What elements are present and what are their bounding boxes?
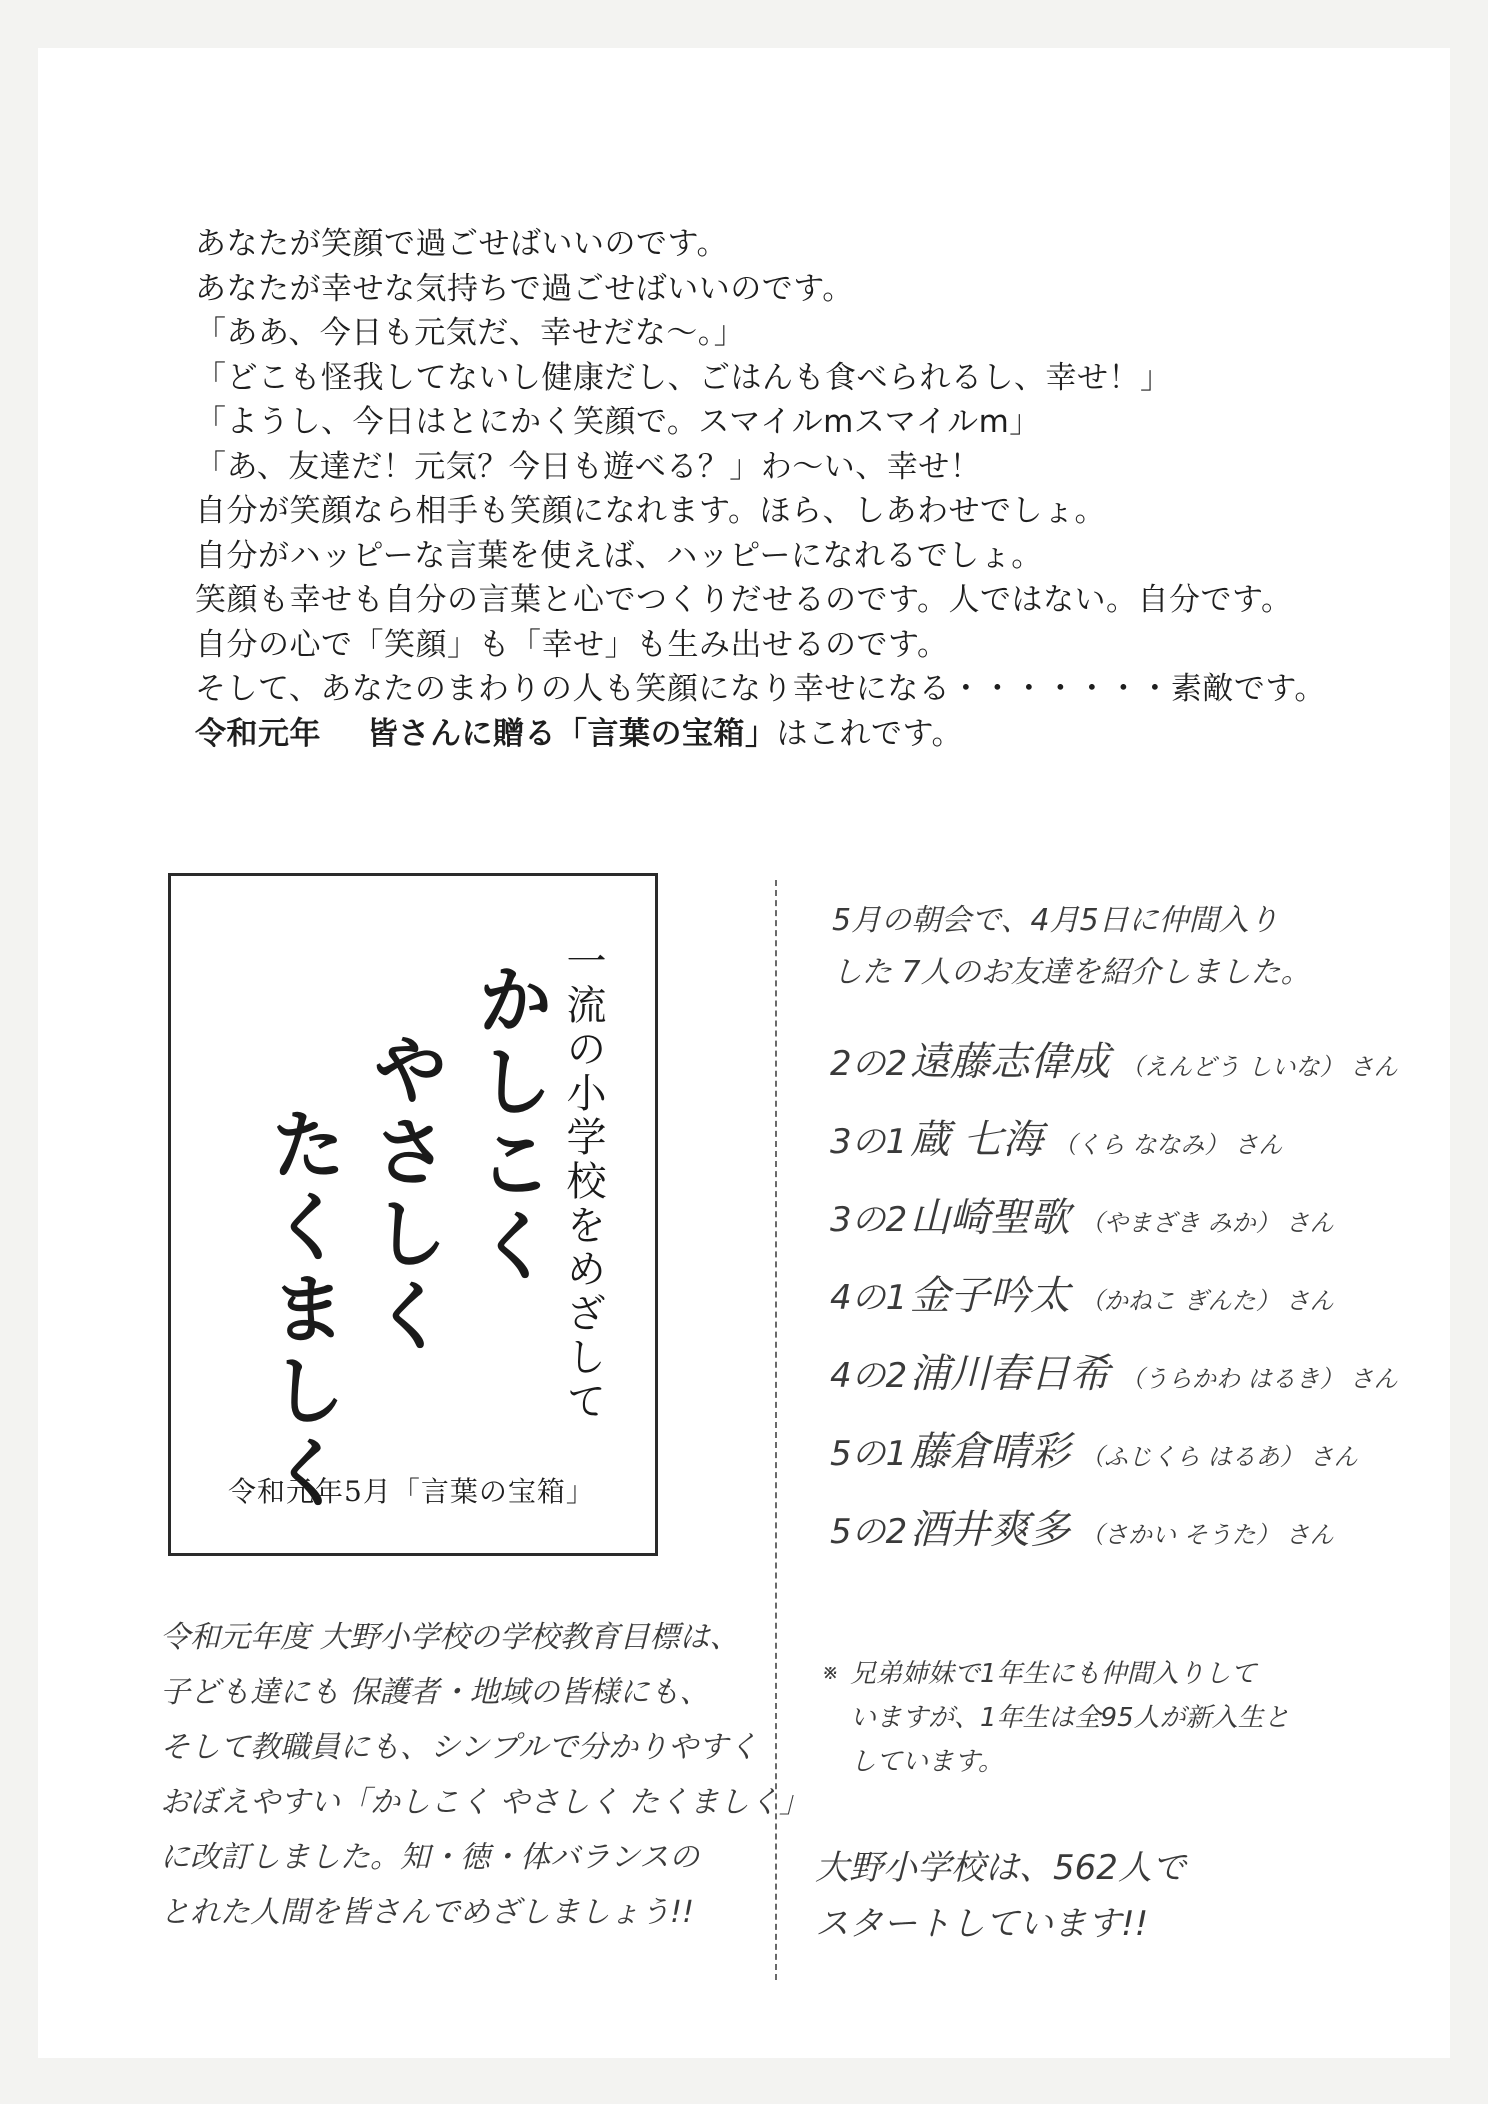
list-item (830, 1264, 1398, 1342)
note-asterisk: ※ (822, 1660, 839, 1684)
student-name: 浦川春日希 (910, 1351, 1110, 1397)
intro-hand-line: 5月の朝会で、4月5日に仲間入り (832, 903, 1279, 938)
student-list (830, 1030, 1398, 1576)
student-name: 山崎聖歌 (910, 1195, 1070, 1241)
student-class: 4の2 (830, 1356, 908, 1396)
student-suffix: さん (1309, 1443, 1358, 1471)
student-reading: （くら ななみ） (1052, 1131, 1229, 1159)
note-line: しています。 (850, 1747, 1004, 1777)
student-class: 5の2 (830, 1512, 908, 1552)
student-suffix: さん (1285, 1521, 1334, 1549)
list-item (830, 1342, 1398, 1420)
note-line: 兄弟姉妹で1年生にも仲間入りして (850, 1659, 1257, 1689)
intro-hand-line: した 7人のお友達を紹介しました。 (832, 955, 1311, 990)
intro-line: 「どこも怪我してないし健康だし、ごはんも食べられるし、幸せ！」 (195, 359, 1172, 396)
intro-line: 「あ、友達だ！元気？今日も遊べる？」わ〜い、幸せ！ (195, 448, 982, 485)
goal-line: 令和元年度 大野小学校の学校教育目標は、 (160, 1620, 740, 1655)
student-name: 遠藤志偉成 (910, 1039, 1110, 1085)
student-class: 3の1 (830, 1122, 908, 1162)
goal-line: に改訂しました。知・徳・体バランスの (160, 1840, 700, 1875)
intro-line: 自分がハッピーな言葉を使えば、ハッピーになれるでしょ。 (195, 537, 1043, 574)
student-reading: （やまざき みか） (1080, 1209, 1280, 1237)
list-item (830, 1030, 1398, 1108)
motto-kashikoku: かしこく (465, 960, 554, 1288)
goal-line: おぼえやすい「かしこく やさしく たくましく」 (160, 1785, 810, 1820)
student-reading: （えんどう しいな） (1120, 1053, 1344, 1081)
student-suffix: さん (1285, 1287, 1334, 1315)
total-line: スタートしています!! (815, 1904, 1149, 1944)
intro-line: そして、あなたのまわりの人も笑顔になり幸せになる・・・・・・・素敵です。 (195, 671, 1326, 707)
student-reading: （ふじくら はるあ） (1080, 1443, 1304, 1471)
closing-gift: 皆さんに贈る「言葉の宝箱」 (367, 715, 777, 752)
student-name: 酒井爽多 (910, 1507, 1070, 1553)
student-suffix: さん (1349, 1053, 1398, 1081)
student-class: 2の2 (830, 1044, 908, 1084)
student-suffix: さん (1349, 1365, 1398, 1393)
student-class: 4の1 (830, 1278, 908, 1318)
motto-yasashiku: やさしく (360, 1030, 449, 1358)
intro-line: 「ああ、今日も元気だ、幸せだな〜。」 (195, 315, 746, 351)
total-line: 大野小学校は、562人で (815, 1848, 1186, 1888)
goal-line: とれた人間を皆さんでめざしましょう!! (160, 1895, 695, 1930)
student-suffix: さん (1285, 1209, 1334, 1237)
closing-era: 令和元年 (195, 715, 321, 752)
intro-line: 笑顔も幸せも自分の言葉と心でつくりだせるのです。人ではない。自分です。 (195, 582, 1293, 618)
list-item (830, 1498, 1398, 1576)
intro-line: 「ようし、今日はとにかく笑顔で。スマイルmスマイルm」 (195, 404, 1041, 440)
goal-line: そして教職員にも、シンプルで分かりやすく (160, 1730, 759, 1765)
intro-line: あなたが幸せな気持ちで過ごせばいいのです。 (195, 270, 854, 307)
intro-text-block (195, 222, 1326, 756)
motto-takumashiku: たくましく (258, 1105, 347, 1515)
student-class: 5の1 (830, 1434, 908, 1474)
intro-line: 自分が笑顔なら相手も笑顔になれます。ほら、しあわせでしょ。 (195, 493, 1107, 529)
new-students-intro (832, 895, 1311, 999)
student-name: 蔵 七海 (910, 1117, 1043, 1163)
list-item (830, 1108, 1398, 1186)
closing-tail: はこれです。 (776, 715, 964, 752)
student-reading: （さかい そうた） (1080, 1521, 1280, 1549)
student-reading: （かねこ ぎんた） (1080, 1287, 1280, 1315)
student-class: 3の2 (830, 1200, 908, 1240)
student-name: 藤倉晴彩 (910, 1429, 1070, 1475)
intro-closing-line (195, 712, 1295, 757)
education-goal-text (160, 1610, 809, 1940)
motto-footer: 令和元年5月「言葉の宝箱」 (228, 1475, 595, 1508)
intro-line: あなたが笑顔で過ごせばいいのです。 (195, 226, 729, 262)
list-item (830, 1186, 1398, 1264)
motto-subtitle: 一流の小学校をめざして (560, 940, 606, 1424)
intro-line: 自分の心で「笑顔」も「幸せ」も生み出せるのです。 (195, 626, 949, 663)
note-line: いますが、1年生は全95人が新入生と (850, 1703, 1290, 1733)
student-reading: （うらかわ はるき） (1120, 1365, 1344, 1393)
sibling-note (850, 1652, 1290, 1784)
list-item (830, 1420, 1398, 1498)
school-total (815, 1840, 1186, 1952)
student-name: 金子吟太 (910, 1273, 1070, 1319)
student-suffix: さん (1234, 1131, 1283, 1159)
goal-line: 子ども達にも 保護者・地域の皆様にも、 (160, 1675, 710, 1710)
